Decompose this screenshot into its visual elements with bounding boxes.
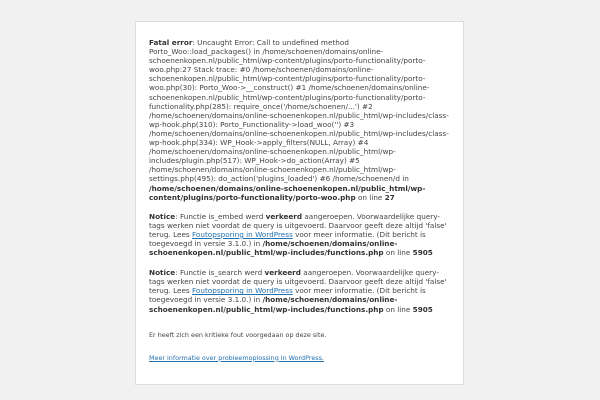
- fatal-error-text: : Uncaught Error: Call to undefined method Porto_Woo::load_packages() in /home/schoenen/domains/online-schoenenkopen.nl/public_html/wp-content/plugins/porto-functionality/porto-woo.php:27 Stack trace: #0 /home/schoenen/domains/online-schoenenkopen.nl/public_html/wp-content/plugins/porto-functionality/porto-woo.php(30): Porto_Woo->__construct() #1 /home/schoenen/domains/online-schoenenkopen.nl/public_html/wp-content/plugins/porto-functionality/porto-functionality.php(285): require_once('/home/schoenen/...') #2 /home/schoenen/domains/online-schoenenkopen.nl/public_html/wp-includes/class-wp-hook.php(310): Porto_Functionality->load_woo('') #3 /home/schoenen/domains/online-schoenenkopen.nl/public_html/wp-includes/class-wp-hook.php(334): WP_Hook->apply_filters(NULL, Array) #4 /home/schoenen/domains/online-schoenenkopen.nl/public_html/wp-includes/plugin.php(517): WP_Hook->do_action(Array) #5 /home/schoenen/domains/online-schoenenkopen.nl/public_html/wp-settings.php(495): do_action('plugins_loaded') #6 /home/schoenen/d in: [149, 38, 449, 184]
- troubleshooting-link[interactable]: Meer informatie over probleemoplossing in WordPress.: [149, 353, 324, 362]
- notice-line: 5905: [412, 304, 433, 314]
- fatal-error-on-line: on line: [355, 192, 385, 202]
- notice-strong: verkeerd: [264, 268, 301, 278]
- notice-file: /home/schoenen/domains/online-schoenenkopen.nl/public_html/wp-includes/functions.php: [149, 295, 398, 314]
- fatal-error-label: Fatal error: [149, 38, 193, 47]
- notice-text: : Functie is_embed werd: [175, 211, 266, 221]
- notice-file: /home/schoenen/domains/online-schoenenkopen.nl/public_html/wp-includes/functions.php: [149, 238, 398, 258]
- critical-error-text: Er heeft zich een kritieke fout voorgedaan op deze site.: [149, 330, 327, 339]
- error-card: [135, 21, 464, 385]
- notice-strong: verkeerd: [265, 211, 303, 221]
- notice-label: Notice: [149, 268, 176, 278]
- notice-on-line: on line: [383, 248, 413, 258]
- help-paragraph: [149, 354, 450, 363]
- notice-text: aangeroepen. Voorwaardelijke query-tags werken niet voordat de query is uitgevoerd. Daarvoor geeft deze altijd 'false' terug. Lees: [149, 211, 447, 239]
- fatal-error-file: /home/schoenen/domains/online-schoenenkopen.nl/public_html/wp-content/plugins/porto-functionality/porto-woo.php: [149, 183, 426, 202]
- fatal-error-message: [149, 38, 450, 202]
- fatal-error-line: 27: [384, 192, 395, 202]
- debugging-link[interactable]: Foutopsporing in WordPress: [192, 229, 293, 239]
- notice-text: aangeroepen. Voorwaardelijke query-tags werken niet voordat de query is uitgevoerd. Daarvoor geeft deze altijd 'false' terug. Lees: [149, 268, 447, 296]
- notice-text: voor meer informatie. (Dit bericht is toegevoegd in versie 3.1.0.) in: [149, 229, 426, 248]
- notice-text: : Functie is_search werd: [175, 268, 265, 278]
- notice-message-search: [149, 268, 450, 313]
- notice-message-embed: [149, 212, 450, 257]
- debugging-link[interactable]: Foutopsporing in WordPress: [192, 286, 293, 296]
- notice-label: Notice: [149, 211, 176, 221]
- notice-text: voor meer informatie. (Dit bericht is toegevoegd in versie 3.1.0.) in: [149, 286, 426, 305]
- notice-on-line: on line: [383, 304, 413, 314]
- notice-line: 5905: [412, 248, 433, 258]
